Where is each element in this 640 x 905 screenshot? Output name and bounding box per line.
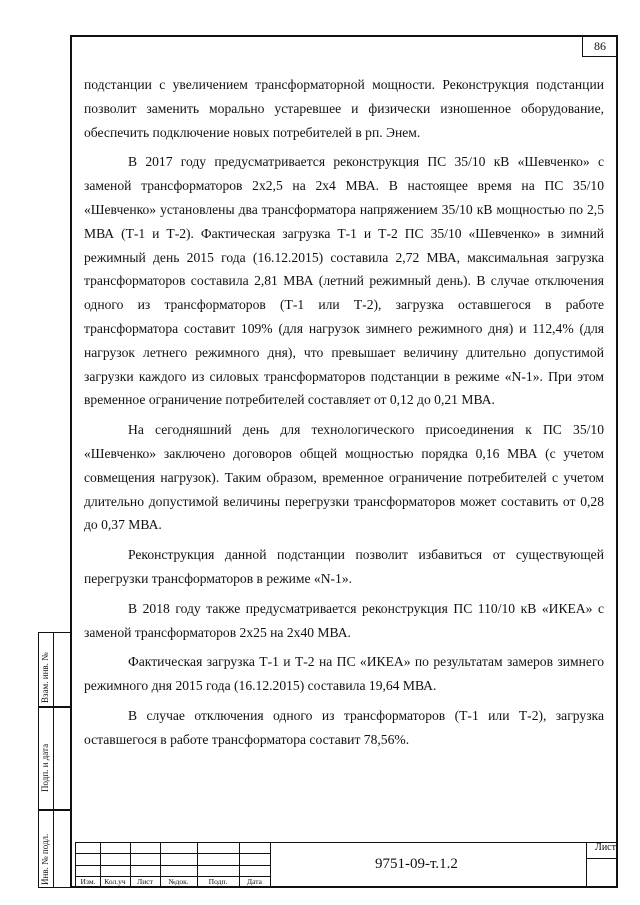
side-box-inv [38, 810, 70, 888]
side-box-vzam [38, 632, 70, 707]
caption-list: Лист [137, 877, 153, 886]
paragraph: подстанции с увеличением трансформаторной мощности. Реконструкция подстанции позволит заменить морально устаревшее и физически изношенное оборудование, обеспечить подключение новых потребителей в рп. Энем. [84, 77, 604, 140]
paragraph: В случае отключения одного из трансформаторов (Т-1 или Т-2), загрузка оставшегося в работе трансформатора составит 78,56%. [84, 707, 604, 747]
paragraph: В 2018 году также предусматривается реконструкция ПС 110/10 кВ «ИКЕА» с заменой трансформаторов 2х25 на 2х40 МВА. [84, 600, 604, 640]
page-number: 86 [582, 35, 618, 57]
sheet-label: Лист [595, 842, 616, 853]
side-label-inv: Инв. № подл. [40, 833, 50, 885]
paragraph: Реконструкция данной подстанции позволит избавиться от существующей перегрузки трансформаторов в режиме «N-1». [84, 547, 604, 586]
paragraph: На сегодняшний день для технологического присоединения к ПС 35/10 «Шевченко» заключено договоров общей мощностью порядка 0,16 МВА (с учетом совмещения нагрузок). Таким образом, временное ограничение потребителей с учетом длительно допустимой величины перегрузки трансформаторов может составить от 0,28 до 0,37 МВА. [84, 422, 604, 533]
side-box-podp [38, 707, 70, 810]
caption-podp: Подп. [208, 877, 228, 886]
title-block [75, 842, 618, 888]
caption-data: Дата [247, 877, 262, 886]
document-body [84, 73, 604, 758]
caption-ndok: №док. [168, 877, 189, 886]
side-label-vzam: Взам. инв. № [40, 652, 50, 703]
paragraph: В 2017 году предусматривается реконструкция ПС 35/10 кВ «Шевченко» с заменой трансформаторов 2х2,5 на 2х4 МВА. В настоящее время на ПС 35/10 «Шевченко» установлены два трансформатора напряжением 35/10 кВ мощностью по 2,5 МВА (Т-1 и Т-2). Фактическая загрузка Т-1 и Т-2 ПС 35/10 «Шевченко» в зимний режимный день 2015 года (16.12.2015) составила 2,72 МВА, максимальная загрузка трансформаторов составила 2,81 МВА (летний режимный день). В случае отключения одного из трансформаторов (Т-1 или Т-2), загрузка оставшегося в работе трансформатора составит 109% (для нагрузок зимнего режимного дня) и 112,4% (для нагрузок летнего режимного дня), что превышает величину длительно допустимой загрузки каждого из силовых трансформаторов подстанции в режиме «N-1». При этом временное ограничение потребителей составляет от 0,12 до 0,21 МВА. [84, 154, 604, 408]
side-label-podp: Подп. и дата [40, 743, 50, 792]
page-frame [70, 35, 618, 888]
document-code: 9751-09-т.1.2 [375, 856, 458, 872]
caption-izm: Изм. [80, 877, 96, 886]
paragraph: Фактическая загрузка Т-1 и Т-2 на ПС «ИКЕА» по результатам замеров зимнего режимного дня 2015 года (16.12.2015) составила 19,64 МВА. [84, 654, 604, 694]
caption-kolich: Кол.уч [104, 877, 126, 886]
